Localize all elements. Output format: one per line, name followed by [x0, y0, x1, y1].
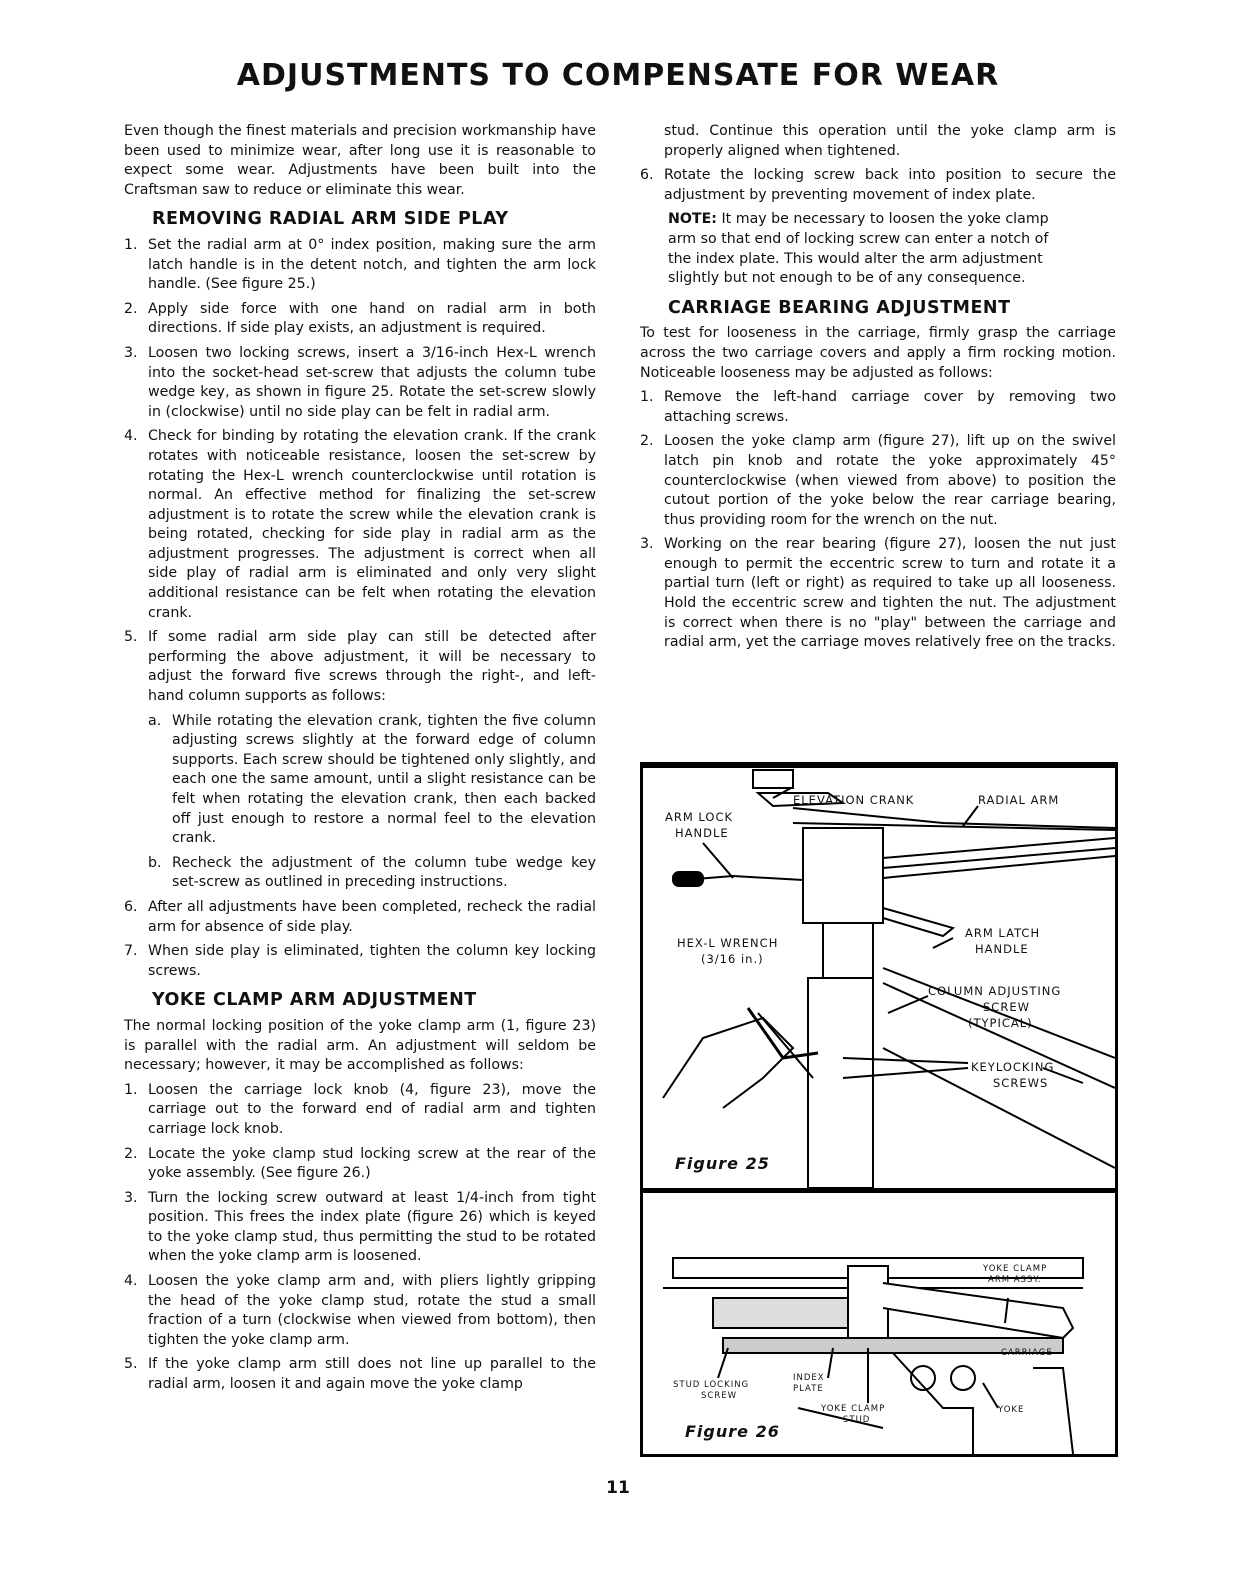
- label-stud-locking: STUD LOCKING: [673, 1380, 750, 1390]
- intro-paragraph: Even though the finest materials and precision workmanship have been used to minimize wear, after long use it is reasonable to expect some wear. Adjustments have been built into the Craftsman saw to reduce or eliminate this wear.: [124, 123, 596, 198]
- page-number: 11: [606, 1478, 630, 1498]
- note: [668, 210, 1066, 288]
- list-number: 1.: [640, 389, 654, 406]
- label-carriage: CARRIAGE: [1001, 1348, 1053, 1358]
- list-item: [124, 898, 596, 937]
- list-number: 3.: [124, 1189, 138, 1206]
- label-index-plate: PLATE: [793, 1384, 824, 1394]
- list-number: 3.: [640, 536, 654, 553]
- section-heading: REMOVING RADIAL ARM SIDE PLAY: [152, 209, 509, 230]
- list-text: When side play is eliminated, tighten the column key locking screws.: [148, 943, 596, 979]
- list-item: [124, 344, 596, 422]
- list-text: After all adjustments have been completed, recheck the radial arm for absence of side play.: [148, 898, 596, 935]
- list-number: 7.: [124, 943, 138, 960]
- list-number: 6.: [640, 167, 654, 184]
- list-number: 4.: [124, 1273, 138, 1290]
- list-number: b.: [148, 854, 162, 871]
- list-text: Recheck the adjustment of the column tube wedge key set-screw as outlined in preceding instructions.: [172, 854, 596, 891]
- right-column: [640, 122, 1116, 658]
- list-number: 1.: [124, 1081, 138, 1098]
- figure-divider: [643, 1188, 1115, 1193]
- list-item: [640, 388, 1116, 427]
- list-number: 3.: [124, 344, 138, 361]
- label-hexl-wrench: HEX-L WRENCH: [677, 936, 779, 950]
- list-text: Loosen two locking screws, insert a 3/16-inch Hex-L wrench into the socket-head set-screw that adjusts the column tube wedge key, as shown in figure 25. Rotate the set-screw slowly in (clockwise) until no side play can be felt in radial arm.: [148, 344, 596, 420]
- label-keylocking: KEYLOCKING: [971, 1060, 1055, 1074]
- list-item: [124, 1145, 596, 1184]
- label-hexl-size: (3/16 in.): [701, 952, 764, 966]
- list-item: [148, 712, 596, 849]
- list-text: Apply side force with one hand on radial arm in both directions. If side play exists, an adjustment is required.: [148, 300, 596, 337]
- list-item: [124, 300, 596, 339]
- page-title: ADJUSTMENTS TO COMPENSATE FOR WEAR: [236, 58, 1000, 93]
- continued-text: stud. Continue this operation until the yoke clamp arm is properly aligned when tightened.: [664, 123, 1116, 159]
- left-column: [124, 122, 596, 1400]
- figure-25-caption: Figure 25: [675, 1154, 770, 1173]
- label-column-adjusting: COLUMN ADJUSTING: [928, 984, 1062, 998]
- list-item: [124, 1355, 596, 1394]
- list-text: If some radial arm side play can still be detected after performing the above adjustment, it will be necessary to adjust the forward five screws through the right-, and left-hand column supports as follows:: [148, 629, 596, 705]
- label-index: INDEX: [793, 1373, 825, 1383]
- list-text: Working on the rear bearing (figure 27), loosen the nut just enough to permit the eccentric screw to turn and rotate it a partial turn (left or right) as required to take up all looseness. Hold the eccentric screw and tighten the nut. The adjustment is correct when there is no "play" between the carriage and radial arm, yet the carriage moves relatively free on the tracks.: [664, 536, 1116, 651]
- list-number: 2.: [640, 433, 654, 450]
- list-item: [124, 427, 596, 623]
- list-item: [124, 628, 596, 706]
- section-intro: To test for looseness in the carriage, firmly grasp the carriage across the two carriage covers and apply a firm rocking motion. Noticeable looseness may be adjusted as follows:: [640, 325, 1116, 381]
- label-column-adjusting-screw: SCREW: [983, 1000, 1030, 1014]
- list-text: Check for binding by rotating the elevation crank. If the crank rotates with noticeable resistance, loosen the set-screw by rotating the Hex-L wrench counterclockwise until rotation is normal. An effective method for finalizing the set-screw adjustment is to rotate the screw while the elevation crank is being rotated, checking for side play in radial arm as the adjustment progresses. The adjustment is correct when all side play of radial arm is eliminated and only very slight additional resistance can be felt when rotating the elevation crank.: [148, 428, 596, 621]
- label-elevation-crank: ELEVATION CRANK: [793, 793, 915, 807]
- label-yoke-clamp-stud-2: STUD: [843, 1415, 871, 1425]
- label-stud-locking-screw: SCREW: [701, 1391, 738, 1401]
- list-item: [640, 432, 1116, 530]
- note-text: It may be necessary to loosen the yoke clamp arm so that end of locking screw can enter a notch of the index plate. This would alter the arm adjustment slightly but not enough to be of any consequence.: [668, 211, 1049, 287]
- list-text: If the yoke clamp arm still does not line up parallel to the radial arm, loosen it and again move the yoke clamp: [148, 1356, 596, 1393]
- list-text: Loosen the yoke clamp arm and, with pliers lightly gripping the head of the yoke clamp stud, rotate the stud a small fraction of a turn (clockwise when viewed from bottom), then tighten the yoke clamp arm.: [148, 1273, 596, 1348]
- list-item: [148, 854, 596, 893]
- list-item: [124, 1272, 596, 1350]
- note-label: NOTE:: [668, 211, 717, 228]
- list-item: [124, 1189, 596, 1267]
- label-keylocking-screws: SCREWS: [993, 1076, 1049, 1090]
- section-heading: CARRIAGE BEARING ADJUSTMENT: [668, 297, 1011, 318]
- list-item: [124, 1081, 596, 1140]
- list-item: [124, 236, 596, 295]
- list-number: 5.: [124, 1356, 138, 1373]
- list-number: a.: [148, 712, 162, 729]
- list-text: Remove the left-hand carriage cover by removing two attaching screws.: [664, 389, 1116, 425]
- label-arm-lock: ARM LOCK: [665, 810, 734, 824]
- label-yoke-clamp-stud: YOKE CLAMP: [821, 1404, 886, 1414]
- label-arm-lock-handle: HANDLE: [675, 826, 729, 840]
- list-text: Set the radial arm at 0° index position, making sure the arm latch handle is in the detent notch, and tighten the arm lock handle. (See figure 25.): [148, 236, 596, 293]
- list-number: 4.: [124, 428, 138, 445]
- figure-box: [640, 762, 1118, 1457]
- label-column-adjusting-typical: (TYPICAL): [968, 1016, 1033, 1030]
- label-yoke-clamp-arm-assy: ARM ASSY.: [988, 1275, 1042, 1285]
- list-text: Loosen the yoke clamp arm (figure 27), lift up on the swivel latch pin knob and rotate the yoke approximately 45° counterclockwise (when viewed from above) to position the cutout portion of the yoke below the rear carriage bearing, thus providing room for the wrench on the nut.: [664, 433, 1116, 528]
- section-intro: The normal locking position of the yoke clamp arm (1, figure 23) is parallel with the radial arm. An adjustment will seldom be necessary; however, it may be accomplished as follows:: [124, 1017, 596, 1074]
- list-text: Rotate the locking screw back into position to secure the adjustment by preventing movement of index plate.: [664, 167, 1116, 203]
- list-number: 2.: [124, 300, 138, 317]
- list-text: Turn the locking screw outward at least 1/4-inch from tight position. This frees the index plate (figure 26) which is keyed to the yoke clamp stud, thus permitting the stud to be rotated when the yoke clamp arm is loosened.: [148, 1189, 596, 1265]
- section-heading: YOKE CLAMP ARM ADJUSTMENT: [152, 990, 477, 1011]
- list-item: [640, 166, 1116, 205]
- list-text: Locate the yoke clamp stud locking screw at the rear of the yoke assembly. (See figure 26.): [148, 1145, 596, 1182]
- figure-26-caption: Figure 26: [685, 1422, 780, 1441]
- list-number: 6.: [124, 898, 138, 915]
- label-arm-latch-handle: HANDLE: [975, 942, 1029, 956]
- list-number: 5.: [124, 629, 138, 646]
- list-item: [640, 535, 1116, 653]
- list-number: 2.: [124, 1145, 138, 1162]
- label-yoke: YOKE: [998, 1405, 1025, 1415]
- label-arm-latch: ARM LATCH: [965, 926, 1041, 940]
- list-text: Loosen the carriage lock knob (4, figure 23), move the carriage out to the forward end of radial arm and tighten carriage lock knob.: [148, 1081, 596, 1137]
- label-radial-arm: RADIAL ARM: [978, 793, 1060, 807]
- list-number: 1.: [124, 236, 138, 253]
- list-item: [124, 942, 596, 981]
- label-yoke-clamp-arm: YOKE CLAMP: [983, 1264, 1048, 1274]
- list-text: While rotating the elevation crank, tighten the five column adjusting screws slightly at the forward edge of column supports. Each screw should be tightened only slightly, and each one the same amount, until a slight resistance can be felt when rotating the elevation crank, then each backed off just enough to restore a normal feel to the elevation crank.: [172, 712, 596, 847]
